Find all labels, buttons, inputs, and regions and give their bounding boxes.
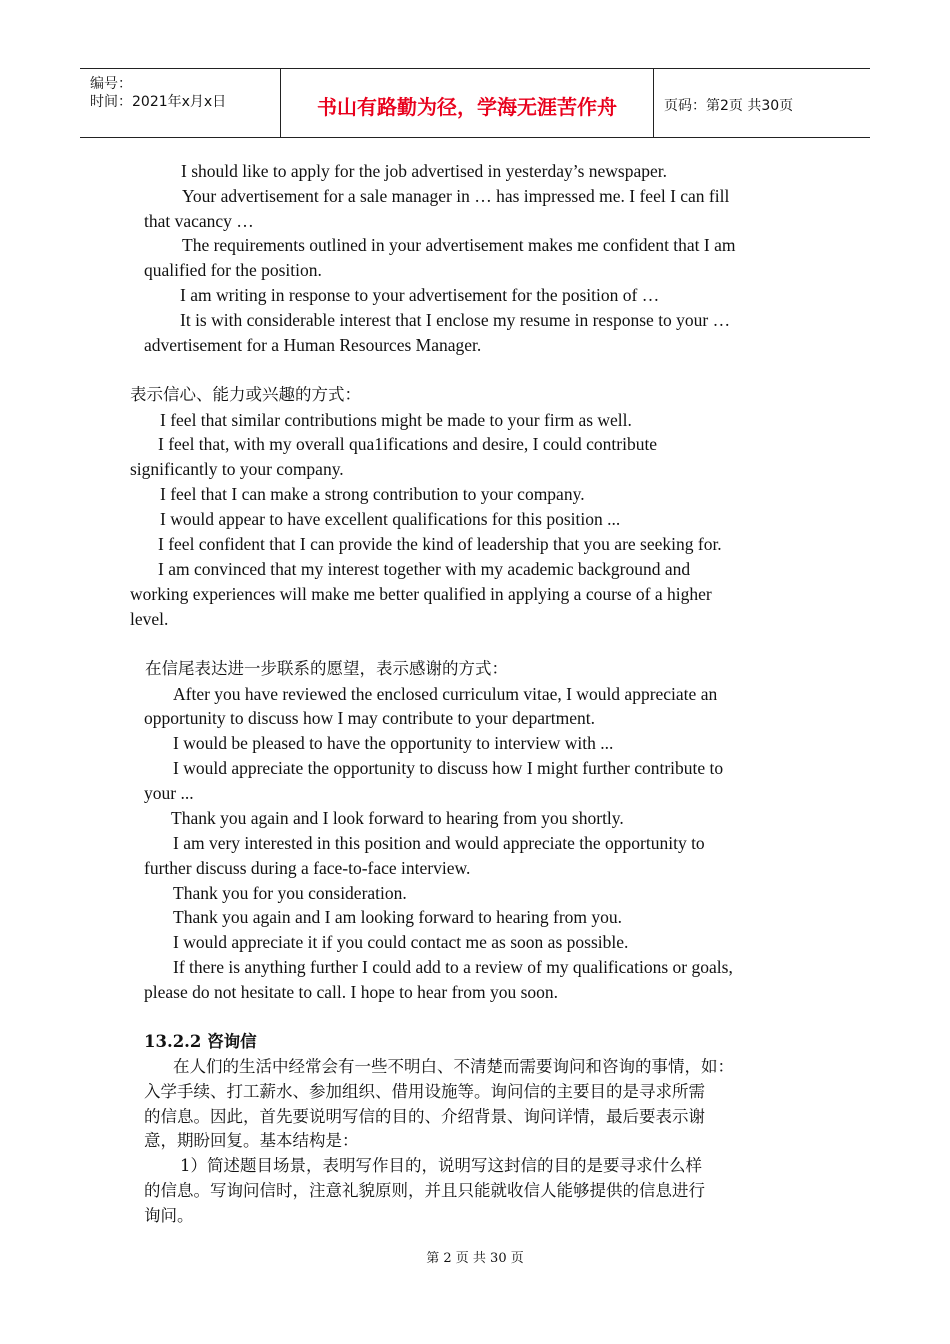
- text-line: further discuss during a face-to-face interview.: [144, 858, 471, 878]
- text-line: Thank you for you consideration.: [173, 883, 407, 903]
- text-line: I feel that, with my overall qua1ifications and desire, I could contribute: [158, 434, 658, 454]
- text-line: working experiences will make me better qualified in applying a course of a higher: [130, 584, 712, 604]
- text-line: I feel that I can make a strong contribution to your company.: [160, 484, 585, 504]
- text-line: If there is anything further I could add to a review of my qualifications or goals,: [173, 957, 733, 977]
- page-footer: [0, 1247, 950, 1266]
- text-line: After you have reviewed the enclosed curriculum vitae, I would appreciate an: [173, 684, 718, 704]
- text-line: advertisement for a Human Resources Manager.: [144, 335, 482, 355]
- text-line: 意，期盼回复。基本结构是：: [144, 1131, 359, 1150]
- page-header: [80, 68, 870, 138]
- time-label: 时间：2021年x月x日: [90, 94, 227, 110]
- text-line: I would be pleased to have the opportunity to interview with ...: [173, 733, 614, 753]
- text-line: I am convinced that my interest together with my academic background and: [158, 559, 691, 579]
- text-line: significantly to your company.: [130, 459, 344, 479]
- text-line: 的信息。因此，首先要说明写信的目的、介绍背景、询问详情，最后要表示谢: [144, 1107, 705, 1126]
- motto-text: 书山有路勤为径，学海无涯苦作舟: [317, 95, 617, 119]
- text-line: The requirements outlined in your advertisement makes me confident that I am: [182, 235, 736, 255]
- text-line: Your advertisement for a sale manager in … has impressed me. I feel I can fill: [182, 186, 730, 206]
- text-line: I would appreciate the opportunity to discuss how I might further contribute to: [173, 758, 724, 778]
- text-line: Thank you again and I look forward to hearing from you shortly.: [171, 808, 624, 828]
- text-line: please do not hesitate to call. I hope to hear from you soon.: [144, 982, 559, 1002]
- text-line: I am writing in response to your advertisement for the position of …: [180, 285, 660, 305]
- text-line: 的信息。写询问信时，注意礼貌原则，并且只能就收信人能够提供的信息进行: [144, 1181, 705, 1200]
- text-line: It is with considerable interest that I enclose my resume in response to your …: [180, 310, 731, 330]
- text-line: 询问。: [144, 1206, 194, 1225]
- header-motto-cell: [281, 69, 654, 137]
- section-label: 表示信心、能力或兴趣的方式：: [130, 385, 361, 404]
- text-line: opportunity to discuss how I may contribute to your department.: [144, 708, 596, 728]
- text-line: qualified for the position.: [144, 260, 322, 280]
- text-line: I feel that similar contributions might be made to your firm as well.: [160, 410, 632, 430]
- text-line: I feel confident that I can provide the kind of leadership that you are seeking for.: [158, 534, 722, 554]
- text-line: I should like to apply for the job advertised in yesterday’s newspaper.: [181, 161, 667, 181]
- section-label: 在信尾表达进一步联系的愿望，表示感谢的方式：: [145, 659, 508, 678]
- text-line: that vacancy …: [144, 211, 254, 231]
- header-page-cell: [654, 69, 870, 137]
- text-line: level.: [130, 609, 169, 629]
- text-line: I would appreciate it if you could contact me as soon as possible.: [173, 932, 629, 952]
- text-line: I am very interested in this position and would appreciate the opportunity to: [173, 833, 705, 853]
- text-line: your ...: [144, 783, 194, 803]
- text-line: I would appear to have excellent qualifications for this position ...: [160, 509, 621, 529]
- text-line: 入学手续、打工薪水、参加组织、借用设施等。询问信的主要目的是寻求所需: [144, 1082, 705, 1101]
- text-line: Thank you again and I am looking forward to hearing from you.: [173, 907, 623, 927]
- page-label: 页码：第2页 共30页: [664, 98, 794, 114]
- text-line: 1）简述题目场景，表明写作目的，说明写这封信的目的是要寻求什么样: [180, 1156, 702, 1175]
- header-info-cell: [80, 69, 281, 137]
- section-heading: 13.2.2 咨询信: [144, 1032, 257, 1051]
- text-line: 在人们的生活中经常会有一些不明白、不清楚而需要询问和咨询的事情，如：: [173, 1057, 734, 1076]
- number-label: 编号：: [90, 76, 132, 92]
- footer-page-number: 第 2 页 共 30 页: [426, 1251, 524, 1266]
